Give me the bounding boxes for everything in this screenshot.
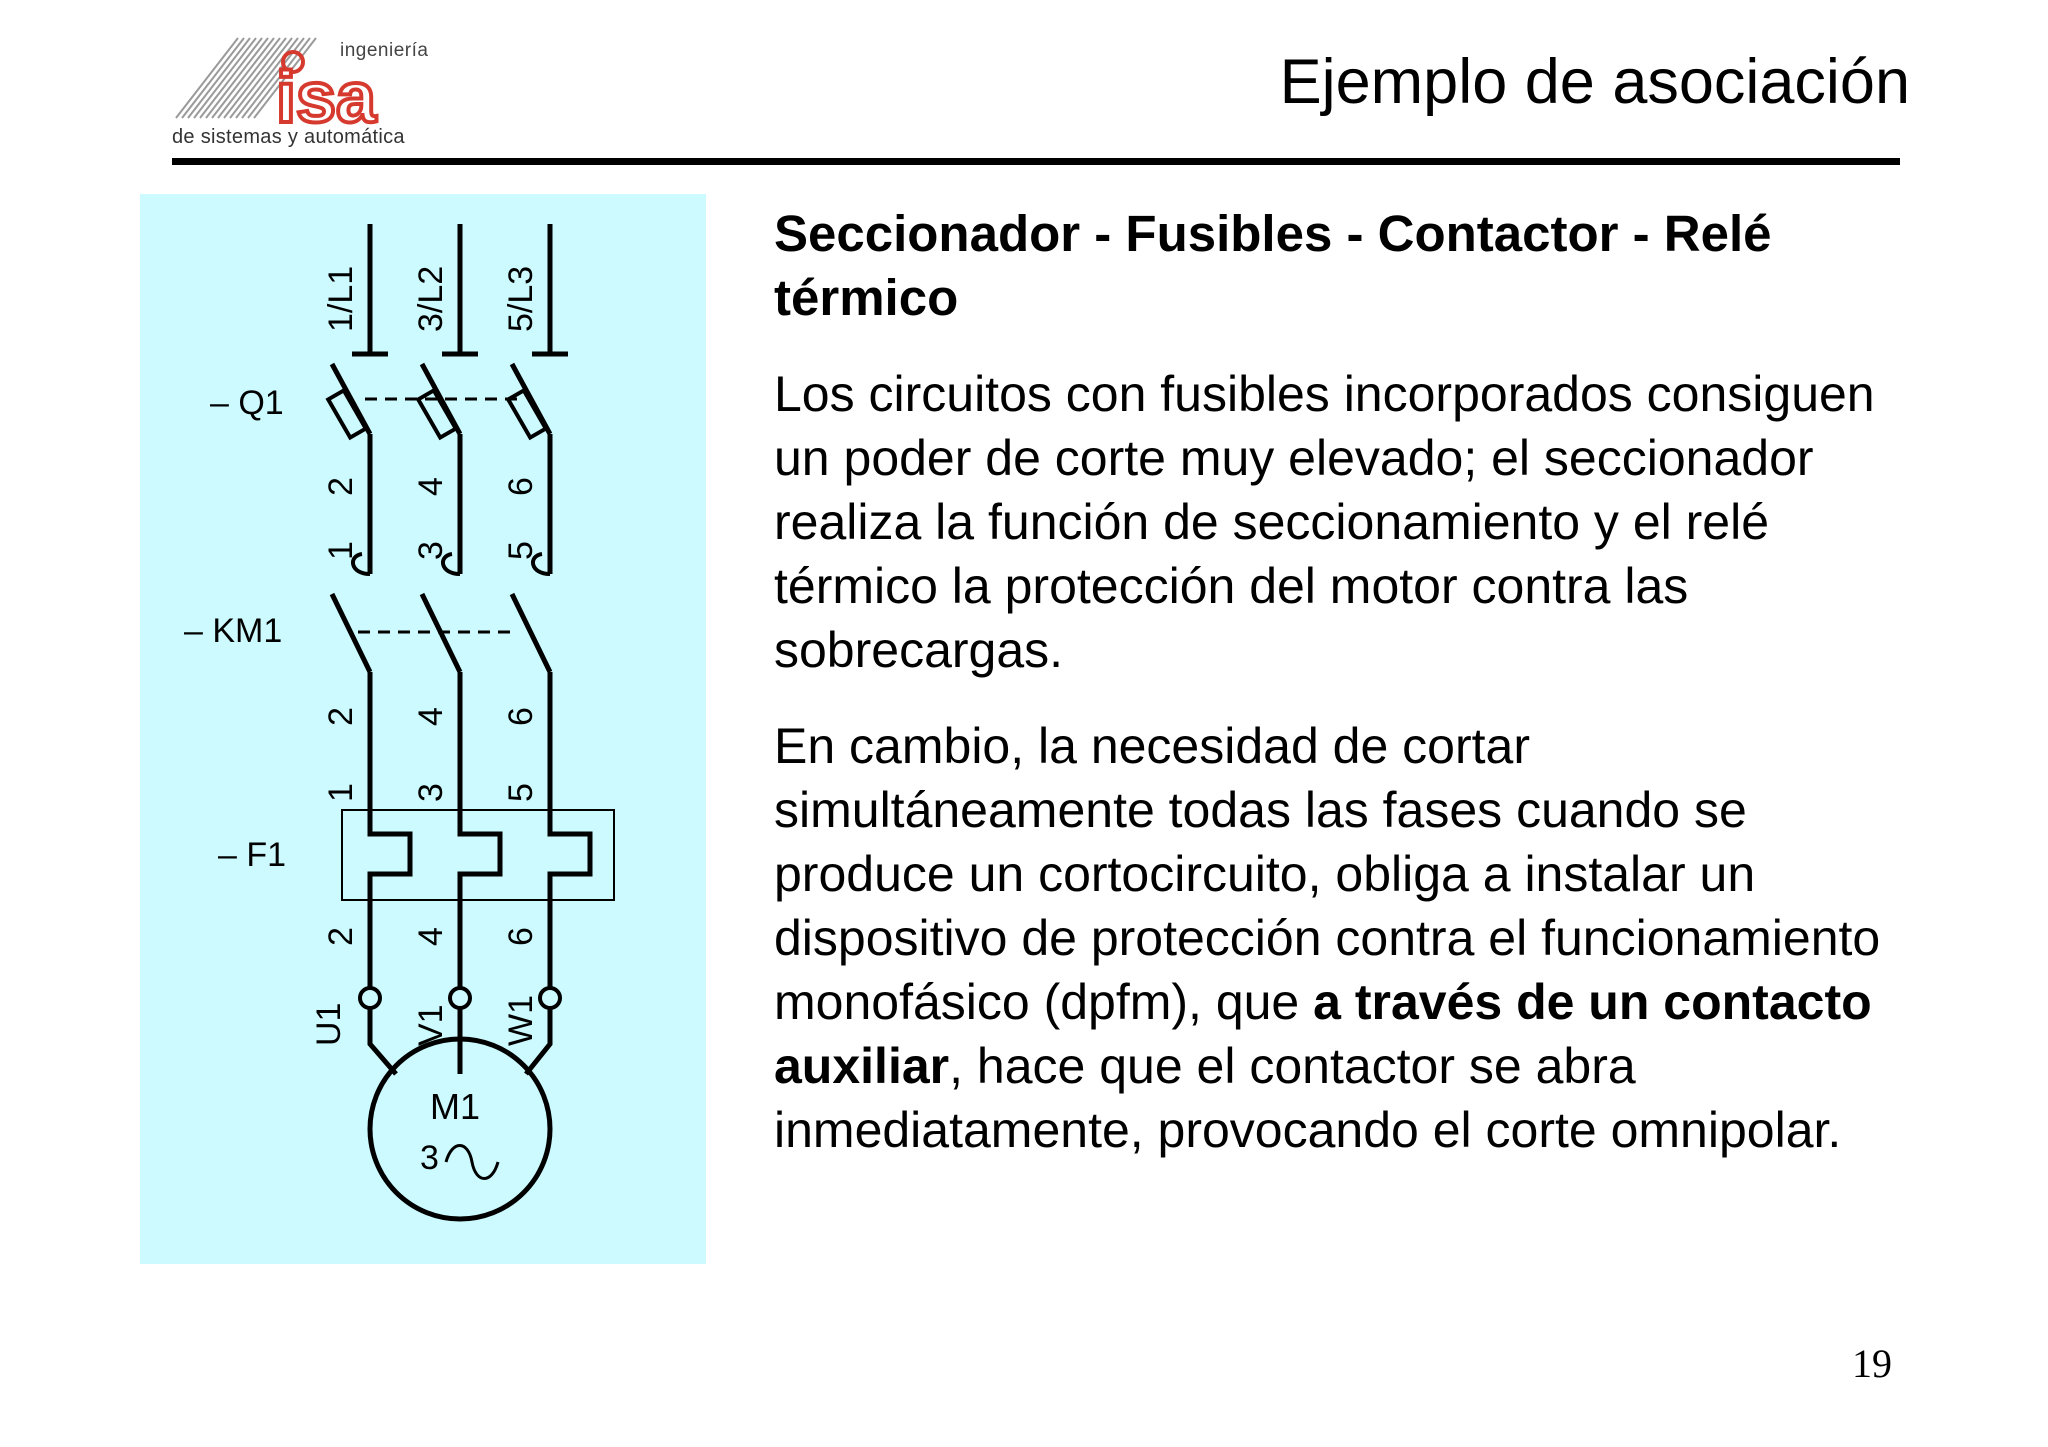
label-5-l3: 5/L3 [502,265,540,332]
q1-terminal-5: 5 [502,541,540,560]
paragraph-2-text-b: , hace que el contactor se abra inmediatamente, provocando el corte omnipolar. [774,1038,1842,1158]
label-1-l1: 1/L1 [322,265,360,332]
paragraph-2-text-a: En cambio, la necesidad de cortar simultáneamente todas las fases cuando se produce un cortocircuito, obliga a instalar un dispositivo de protección contra el funcionamiento monofásico (dpfm), que [774,718,1881,1030]
logo-top-text: ingeniería [340,40,429,61]
circuit-diagram [140,194,706,1264]
paragraph-2-bold-text: a través de un contacto auxiliar [774,974,1872,1094]
motor-terminal-u1: U1 [310,1002,348,1046]
slide-content [774,202,1910,1194]
isa-logo [168,18,448,156]
f1-terminal-3: 3 [412,783,450,802]
motor-terminal-w1: W1 [502,995,540,1046]
f1-terminal-2: 2 [322,927,360,946]
label-q1: – Q1 [210,384,284,422]
q1-terminal-2: 2 [322,477,360,496]
ac-symbol [446,1146,498,1179]
q1-terminal-1: 1 [322,541,360,560]
motor-terminal-v1: V1 [412,1004,450,1046]
f1-terminal-6: 6 [502,927,540,946]
km1-terminal-4: 4 [412,707,450,726]
f1-terminal-4: 4 [412,927,450,946]
km1-terminal-2: 2 [322,707,360,726]
km1-contactor [332,594,550,814]
logo-bottom-text: de sistemas y automática [172,126,405,148]
paragraph-2 [774,714,1910,1162]
page-number: 19 [1852,1341,1892,1386]
logo-main-text: isa [276,58,377,138]
section-heading: Seccionador - Fusibles - Contactor - Relé térmico [774,205,1772,326]
q1-terminal-4: 4 [412,477,450,496]
q1-terminal-3: 3 [412,541,450,560]
label-3-l2: 3/L2 [412,265,450,332]
paragraph-1: Los circuitos con fusibles incorporados consiguen un poder de corte muy elevado; el seccionador realiza la función de seccionamiento y el relé térmico la protección del motor contra las sobrecargas. [774,366,1875,678]
label-f1: – F1 [218,836,287,874]
label-m1: M1 [430,1086,481,1127]
f1-terminal-1: 1 [322,783,360,802]
title-divider [172,158,1900,165]
f1-terminal-5: 5 [502,783,540,802]
q1-terminal-6: 6 [502,477,540,496]
slide-title: Ejemplo de asociación [1279,47,1910,117]
label-km1: – KM1 [184,612,283,650]
label-motor-phase: 3 [420,1139,439,1177]
km1-terminal-6: 6 [502,707,540,726]
f1-thermal-relay [342,810,614,994]
circuit-svg [140,194,706,1264]
